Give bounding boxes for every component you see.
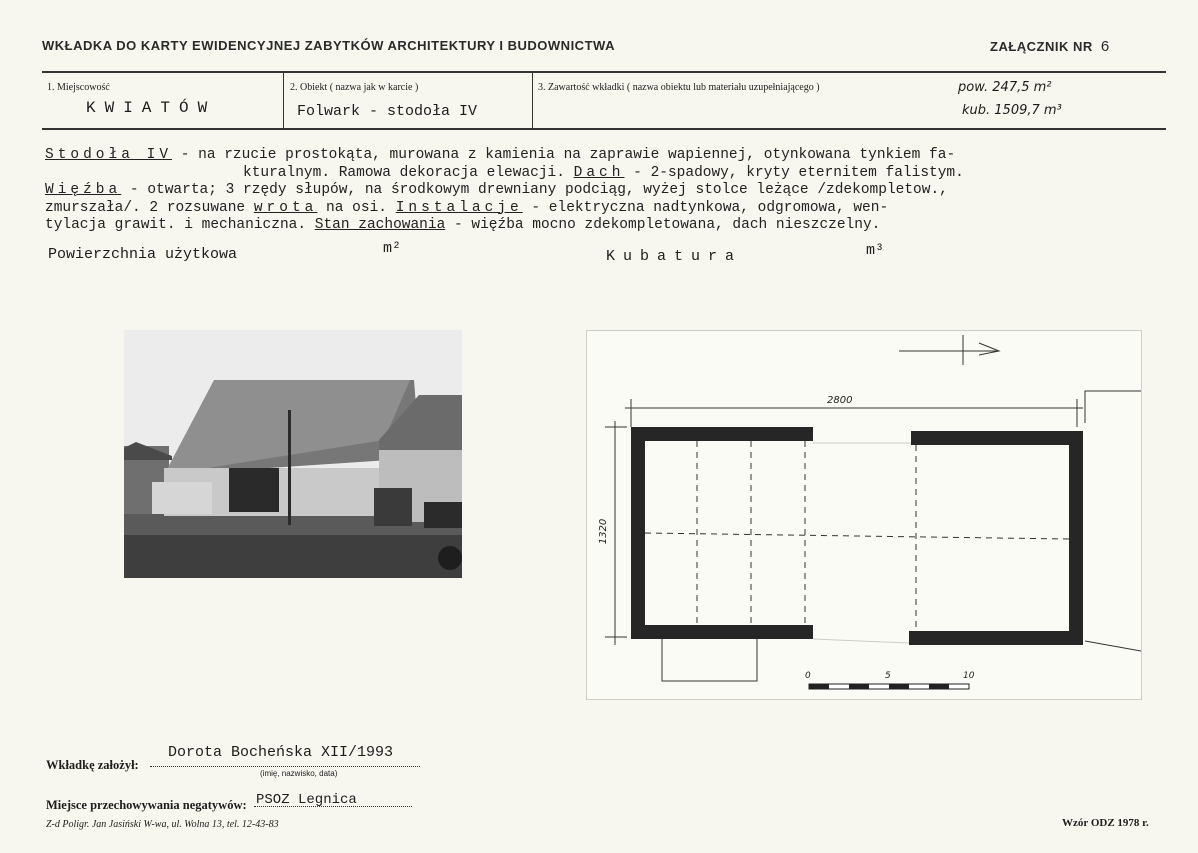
desc-line-2: kturalnym. Ramowa dekoracja elewacji. Dach - 2-spadowy, kryty eternitem falistym. [243,164,964,181]
barn-photo-drawing [124,330,462,578]
top-rule [42,71,1166,73]
volume-label: Kubatura [606,248,743,265]
field-1-label: 1. Miejscowość [47,82,110,93]
volume-unit: m³ [866,242,885,259]
desc-line-5: tylacja grawit. i mechaniczna. Stan zachowania - więźba mocno zdekompletowana, dach nieszczelny. [45,217,881,233]
attachment-label: ZAŁĄCZNIK NR 6 [990,38,1110,55]
description [45,147,1165,235]
bottom-rule [42,128,1166,130]
founder-caption: (imię, nazwisko, data) [260,769,338,778]
area-label: Powierzchnia użytkowa [48,246,238,263]
negatives-value: PSOZ Legnica [256,792,357,808]
negatives-label: Miejsce przechowywania negatywów: [46,798,247,812]
printer-info: Z-d Poligr. Jan Jasiński W-wa, ul. Wolna 13, tel. 12-43-83 [46,819,279,830]
floor-plan [586,330,1142,700]
field-2-label: 2. Obiekt ( nazwa jak w karcie ) [290,82,419,93]
desc-line-1: Stodoła IV - na rzucie prostokąta, murowana z kamienia na zaprawie wapiennej, otynkowana tynkiem fa- [45,147,956,163]
founder-value: Dorota Bocheńska XII/1993 [168,744,394,761]
desc-line-4: zmurszała/. 2 rozsuwane wrota na osi. Instalacje - elektryczna nadtynkowa, odgromowa, wen- [45,199,889,216]
dimension-height: 1320 [598,518,610,545]
scale-label-10: 10 [963,671,975,681]
desc-line-3: Więźba - otwarta; 3 rzędy słupów, na środkowym drewniany podciąg, wyżej stolce leżące /zdekompletow., [45,182,948,198]
pow-note: pow. 247,5 m² [958,80,1052,95]
field-1-value: KWIATÓW [86,99,217,117]
form-title: WKŁADKA DO KARTY EWIDENCYJNEJ ZABYTKÓW ARCHITEKTURY I BUDOWNICTWA [42,38,615,53]
area-unit: m² [383,240,402,257]
divider-2 [532,73,533,128]
field-2-value: Folwark - stodoła IV [297,103,478,120]
field-3-label: 3. Zawartość wkładki ( nazwa obiektu lub materiału uzupełniającego ) [538,82,820,93]
form-code: Wzór ODZ 1978 r. [1062,817,1149,829]
founder-line [150,766,420,767]
floor-plan-drawing [587,331,1141,699]
divider-1 [283,73,284,128]
kub-note: kub. 1509,7 m³ [962,103,1062,118]
attachment-number: 6 [1100,38,1110,55]
dimension-width: 2800 [827,395,853,406]
barn-photo [124,330,462,578]
scale-label-0: 0 [805,671,811,681]
scale-label-5: 5 [885,671,891,681]
founder-label: Wkładkę założył: [46,758,139,772]
